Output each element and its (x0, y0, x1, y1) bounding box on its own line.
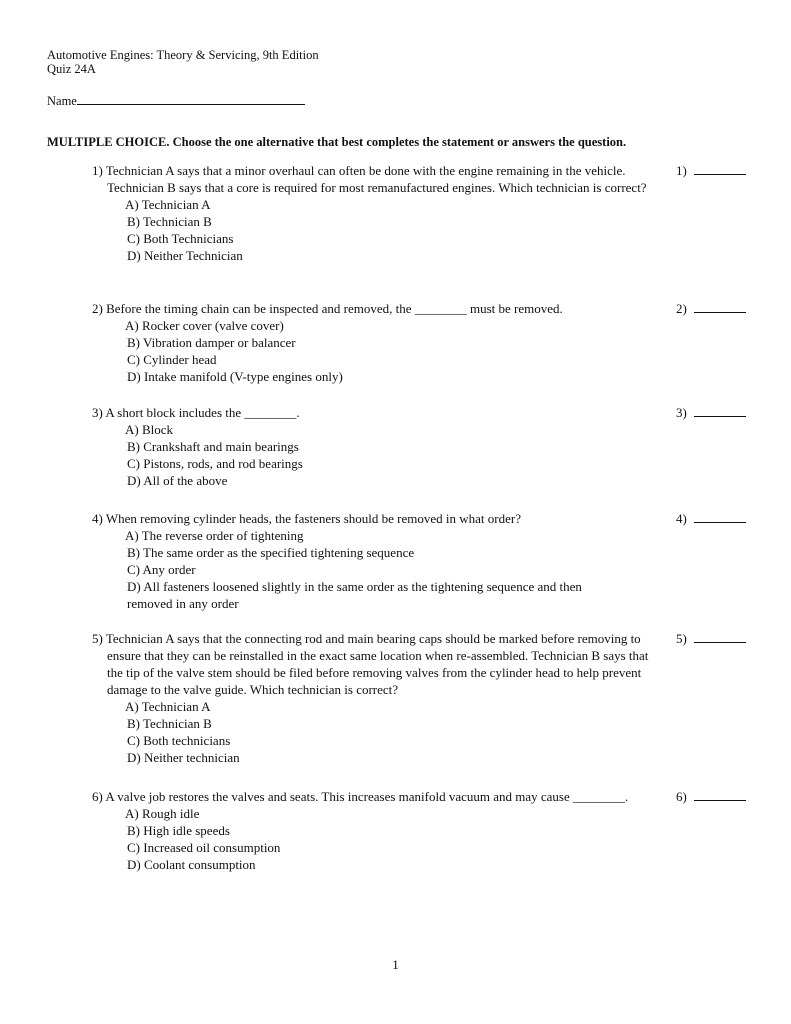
answer-slot[interactable] (676, 162, 746, 179)
book-title: Automotive Engines: Theory & Servicing, 9th Edition (47, 48, 319, 62)
answer-number: 4) (676, 511, 687, 526)
question-number: 3) (92, 405, 103, 420)
answer-number: 5) (676, 631, 687, 646)
instructions: MULTIPLE CHOICE. Choose the one alternative that best completes the statement or answers the question. (47, 135, 627, 149)
question-stem (92, 510, 652, 527)
question-text: Technician A says that the connecting rod and main bearing caps should be marked before removing to ensure that they can be reinstalled in the exact same location when re-assembled. Technician B says that the tip of the valve stem should be filed before removing valves from the cylinder head to help prevent damage to the valve guide. Which technician is correct? (105, 631, 649, 697)
name-label: Name (47, 94, 77, 108)
question-text: Before the timing chain can be inspected and removed, the ________ must be removed. (106, 301, 563, 316)
question-5 (92, 630, 652, 766)
answer-option[interactable]: D) All of the above (127, 473, 228, 488)
answer-slot[interactable] (676, 510, 746, 527)
answer-number: 3) (676, 405, 687, 420)
answer-option[interactable]: D) All fasteners loosened slightly in the same order as the tightening sequence and then removed in any order (127, 579, 582, 611)
answer-option[interactable]: C) Increased oil consumption (127, 840, 281, 855)
answer-slot[interactable] (676, 630, 746, 647)
answer-slot[interactable] (676, 404, 746, 421)
answer-number: 1) (676, 163, 687, 178)
question-3 (92, 404, 652, 489)
quiz-title: Quiz 24A (47, 62, 96, 76)
question-text: Technician A says that a minor overhaul can often be done with the engine remaining in the vehicle. Technician B says that a core is required for most remanufactured engines. Which technician is correct? (105, 163, 647, 195)
answer-option[interactable]: D) Intake manifold (V-type engines only) (127, 369, 343, 384)
answer-option[interactable]: B) Vibration damper or balancer (127, 335, 296, 350)
question-4 (92, 510, 652, 612)
answer-option[interactable]: D) Neither technician (127, 750, 240, 765)
answer-option[interactable]: B) Technician B (127, 214, 212, 229)
answer-option[interactable]: A) Rocker cover (valve cover) (125, 318, 284, 333)
answer-option[interactable]: C) Cylinder head (127, 352, 217, 367)
question-6 (92, 788, 652, 873)
name-field[interactable] (47, 92, 305, 108)
answer-blank[interactable] (694, 301, 746, 313)
question-text: A short block includes the ________. (105, 405, 300, 420)
name-blank[interactable] (77, 92, 305, 105)
question-stem (92, 162, 652, 196)
question-number: 5) (92, 631, 103, 646)
answer-option[interactable]: C) Both Technicians (127, 231, 234, 246)
question-number: 4) (92, 511, 103, 526)
answer-option[interactable]: A) Technician A (125, 699, 211, 714)
question-stem (92, 404, 652, 421)
answer-option[interactable]: A) Block (125, 422, 174, 437)
answer-option[interactable]: B) The same order as the specified tightening sequence (127, 545, 415, 560)
answer-blank[interactable] (694, 405, 746, 417)
answer-option[interactable]: C) Pistons, rods, and rod bearings (127, 456, 303, 471)
answer-option[interactable]: B) Technician B (127, 716, 212, 731)
question-number: 1) (92, 163, 103, 178)
answer-blank[interactable] (694, 163, 746, 175)
answer-option[interactable]: D) Neither Technician (127, 248, 243, 263)
answer-slot[interactable] (676, 788, 746, 805)
question-text: When removing cylinder heads, the fasteners should be removed in what order? (105, 511, 521, 526)
answer-blank[interactable] (694, 789, 746, 801)
answer-blank[interactable] (694, 631, 746, 643)
answer-option[interactable]: C) Both technicians (127, 733, 231, 748)
answer-option[interactable]: B) High idle speeds (127, 823, 230, 838)
answer-option[interactable]: A) Rough idle (125, 806, 200, 821)
answer-number: 2) (676, 301, 687, 316)
answer-option[interactable]: B) Crankshaft and main bearings (127, 439, 299, 454)
question-stem (92, 788, 652, 805)
question-2 (92, 300, 652, 385)
answer-slot[interactable] (676, 300, 746, 317)
answer-number: 6) (676, 789, 687, 804)
answer-option[interactable]: C) Any order (127, 562, 196, 577)
question-stem (92, 300, 652, 317)
answer-option[interactable]: D) Coolant consumption (127, 857, 256, 872)
question-1 (92, 162, 652, 264)
answer-option[interactable]: A) Technician A (125, 197, 211, 212)
answer-option[interactable]: A) The reverse order of tightening (125, 528, 304, 543)
question-number: 2) (92, 301, 103, 316)
answer-blank[interactable] (694, 511, 746, 523)
question-number: 6) (92, 789, 103, 804)
page-number: 1 (392, 957, 399, 972)
question-text: A valve job restores the valves and seats. This increases manifold vacuum and may cause ________. (105, 789, 629, 804)
question-stem (92, 630, 652, 698)
